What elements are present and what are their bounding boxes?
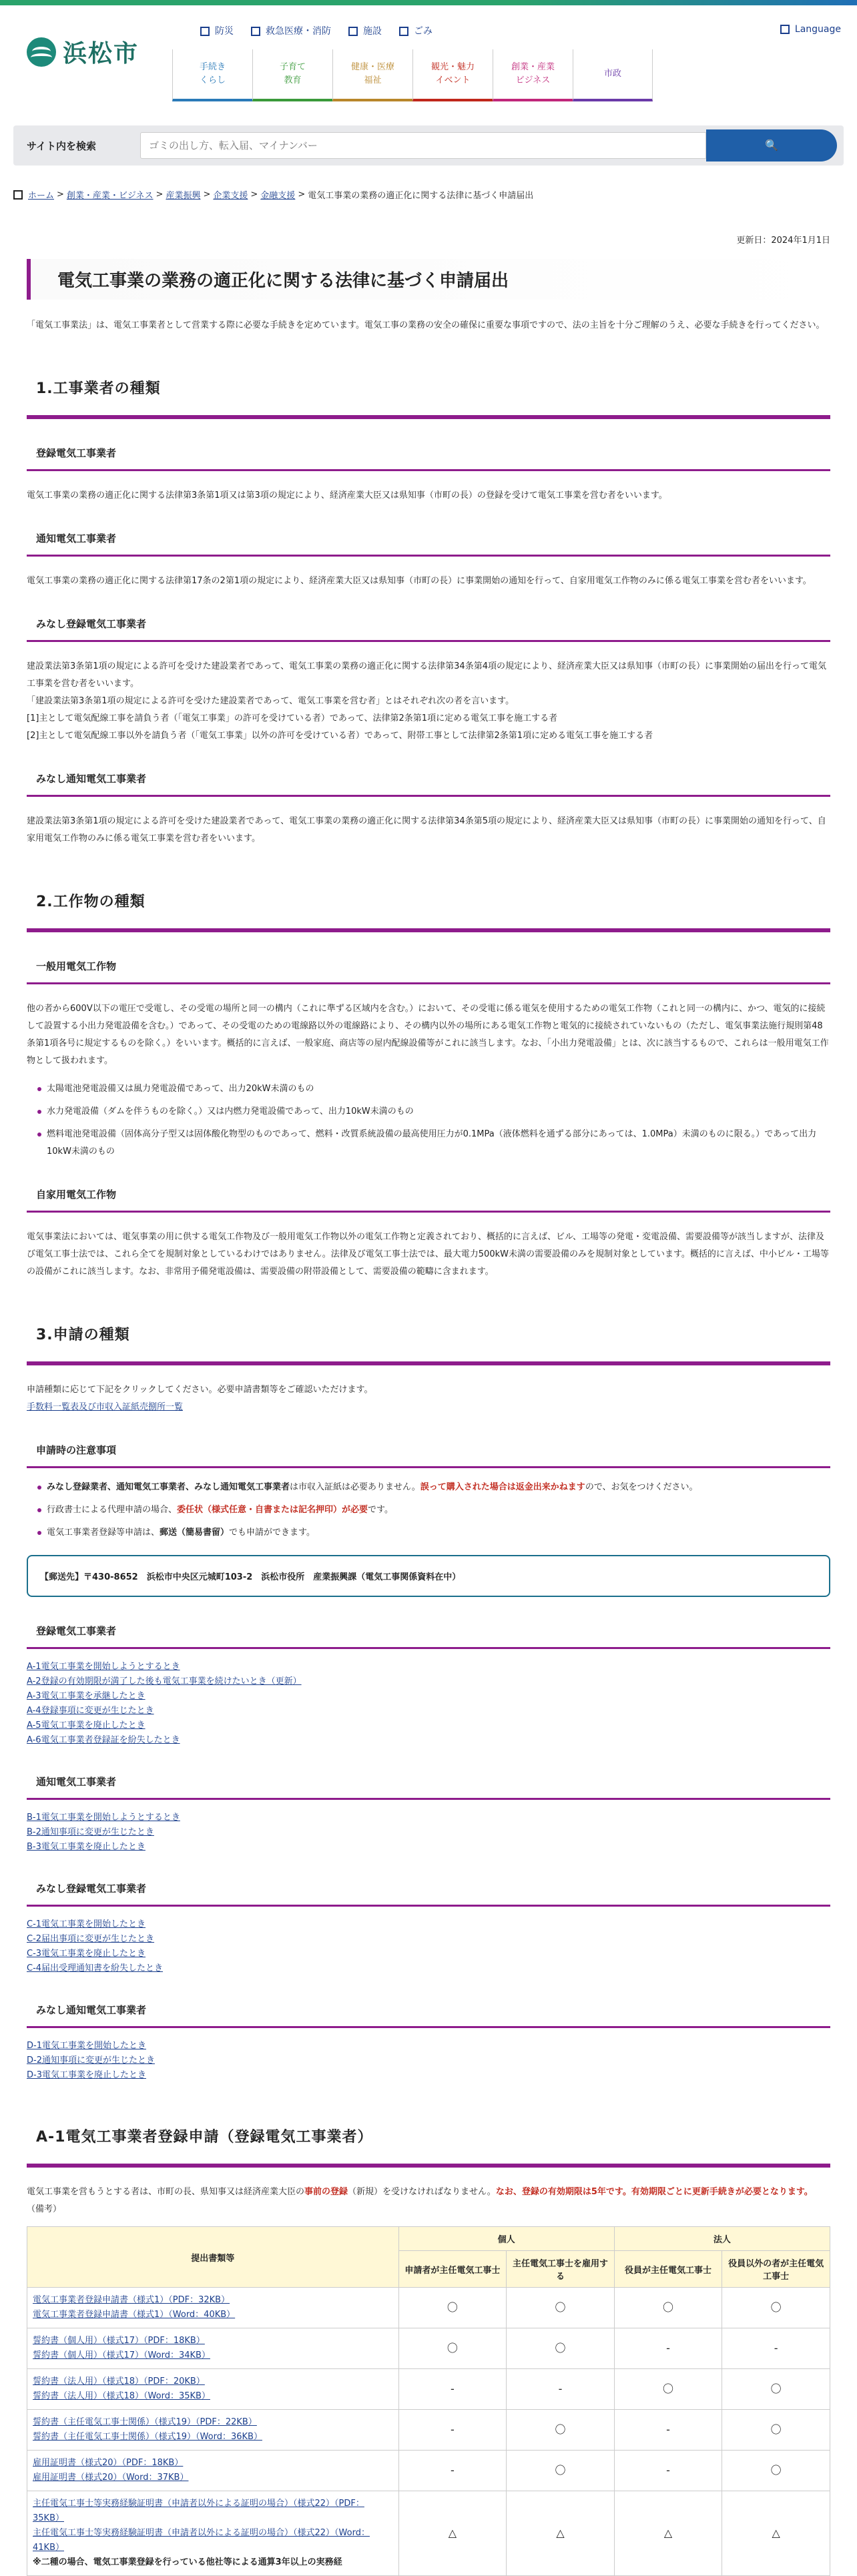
- deemed-registered-links: [27, 1917, 830, 1976]
- table-cell: -: [398, 2451, 507, 2491]
- link-c4[interactable]: C-4届出受理通知書を紛失したとき: [27, 1963, 164, 1973]
- updated-date: 更新日：2024年1月1日: [736, 236, 830, 246]
- subsection-heading: みなし登録電気工事業者: [27, 617, 830, 642]
- language-link[interactable]: Language: [780, 24, 841, 35]
- home-icon: [13, 190, 23, 200]
- table-cell: △: [614, 2491, 722, 2576]
- table-cell: 〇: [507, 2451, 615, 2491]
- section-heading: 3.申請の種類: [27, 1323, 830, 1365]
- subsection-heading: 登録電気工事業者: [27, 1624, 830, 1649]
- breadcrumb-industry[interactable]: 産業振興: [166, 191, 201, 201]
- subsection-heading: 通知電気工事業者: [27, 1775, 830, 1800]
- breadcrumb-support[interactable]: 企業支援: [213, 191, 248, 201]
- subsection-heading: みなし通知電気工事業者: [27, 771, 830, 797]
- list-item: 燃料電池発電設備（固体高分子型又は固体酸化物型のものであって、燃料・改質系統設備の最高使用圧力が0.1MPa（液体燃料を通ずる部分にあっては、1.0MPa）未満のものに限る。）であって出力10kW未満のもの: [37, 1126, 830, 1161]
- fee-list-link[interactable]: 手数料一覧表及び市収入証紙売捌所一覧: [27, 1402, 184, 1412]
- site-search: [13, 125, 844, 166]
- section-heading: 1.工事業者の種類: [27, 377, 830, 419]
- site-logo[interactable]: [27, 35, 139, 69]
- paragraph: 電気事業法においては、電気事業の用に供する電気工作物及び一般用電気工作物以外の電気工作物と定義されており、概括的に言えば、ビル、工場等の発電・変電設備、需要設備等が該当しますが、法律及び電気工事士法では、これら全てを規制対象としているわけではありません。法律及び電気工事士法では、最大電力500kW未満の需要設備のみを規制対象としています。概括的に言えば、中小ビル・工場等の設備がこれに該当します。なお、非常用予備発電設備は、需要設備の附帯設備として、需要設備の範疇に含まれます。: [27, 1232, 829, 1277]
- doc-link[interactable]: 主任電気工事士等実務経験証明書（申請者以外による証明の場合）（様式22）（PDF：35KB）: [33, 2499, 364, 2523]
- table-cell: 〇: [614, 2369, 722, 2410]
- breadcrumb-business[interactable]: 創業・産業・ビジネス: [66, 191, 154, 201]
- link-b1[interactable]: B-1電気工事業を開始しようとするとき: [27, 1813, 180, 1823]
- gnav-item-business[interactable]: 創業・産業 ビジネス: [493, 49, 573, 101]
- table-header: 申請者が主任電気工事士: [398, 2251, 507, 2288]
- doc-link[interactable]: 雇用証明書（様式20）（Word：37KB）: [33, 2473, 189, 2483]
- link-a4[interactable]: A-4登録事項に変更が生じたとき: [27, 1706, 154, 1716]
- subsection-heading: 登録電気工事業者: [27, 446, 830, 471]
- breadcrumb: ホーム > 創業・産業・ビジネス > 産業振興 > 企業支援 > 金融支援 > 電気工事業の業務の適正化に関する法律に基づく申請届出: [13, 188, 830, 201]
- mailing-address-box: 【郵送先】〒430-8652 浜松市中央区元城町103-2 浜松市役所 産業振興課（電気工事関係資料在中）: [27, 1555, 830, 1597]
- quick-link-bousai[interactable]: 防災: [200, 24, 234, 37]
- doc-link[interactable]: 誓約書（個人用）（様式17）（Word：34KB）: [33, 2350, 210, 2360]
- paragraph: 電気工事業の業務の適正化に関する法律第17条の2第1項の規定により、経済産業大臣又は県知事（市町の長）に事業開始の通知を行って、自家用電気工作物のみに係る電気工事業を営む者をいいます。: [27, 576, 812, 586]
- quick-links: [200, 24, 433, 37]
- city-emblem-icon: [27, 37, 56, 67]
- globe-icon: [780, 25, 790, 34]
- table-cell: 〇: [507, 2328, 615, 2369]
- section-heading: 2.工作物の種類: [27, 890, 830, 932]
- table-cell: -: [614, 2328, 722, 2369]
- subsection-heading: 通知電気工事業者: [27, 531, 830, 557]
- table-cell: 〇: [722, 2369, 830, 2410]
- link-a5[interactable]: A-5電気工事業を廃止したとき: [27, 1720, 146, 1730]
- gnav-item-procedures[interactable]: 手続き くらし: [172, 49, 252, 101]
- paragraph: 電気工事業を営もうとする者は、市町の長、県知事又は経済産業大臣の事前の登録（新規）を受けなければなりません。なお、登録の有効期限は5年です。有効期限ごとに更新手続きが必要となります。 （備考）: [27, 2187, 813, 2214]
- table-cell: -: [398, 2410, 507, 2451]
- top-accent-bar: [0, 0, 857, 5]
- link-a2[interactable]: A-2登録の有効期限が満了した後も電気工事業を続けたいとき（更新）: [27, 1676, 302, 1686]
- breadcrumb-finance[interactable]: 金融支援: [260, 191, 296, 201]
- paragraph: 建設業法第3条第1項の規定による許可を受けた建設業者であって、電気工事業の業務の適正化に関する法律第34条第4項の規定により、経済産業大臣又は県知事（市町の長）に事業開始の届出を行って電気工事業を営む者をいいます。 「建設業法第3条第1項の規定による許可を受けた建設業者であって、電気工事業を営む者」とはそれぞれ次の者を言います。 [1]主として電気配線工事を請負う者（「電気工事業」の許可を受けている者）であって、法律第2条第1項に定める電気工事を施工する者 [2]主として電気配線工事以外を請負う者（「電気工事業」以外の許可を受けている者）であって、附帯工事として法律第2条第1項に定める電気工事を施工する者: [27, 661, 826, 741]
- table-cell: 〇: [507, 2410, 615, 2451]
- link-a3[interactable]: A-3電気工事業を承継したとき: [27, 1691, 146, 1701]
- link-b3[interactable]: B-3電気工事業を廃止したとき: [27, 1842, 146, 1852]
- notify-links: [27, 1811, 830, 1855]
- table-cell: [27, 2328, 399, 2369]
- subsection-heading: 申請時の注意事項: [27, 1443, 830, 1468]
- search-input[interactable]: [140, 132, 706, 159]
- site-header: [0, 5, 857, 100]
- registered-links: [27, 1660, 830, 1748]
- table-row: [27, 2491, 830, 2576]
- link-c1[interactable]: C-1電気工事業を開始したとき: [27, 1919, 146, 1929]
- paragraph: 電気工事業の業務の適正化に関する法律第3条第1項又は第3項の規定により、経済産業大臣又は県知事（市町の長）の登録を受けて電気工事業を営む者をいいます。: [27, 491, 667, 501]
- table-cell: [27, 2369, 399, 2410]
- table-row: [27, 2410, 830, 2451]
- table-row: [27, 2369, 830, 2410]
- subsection-heading: 一般用電気工作物: [27, 959, 830, 984]
- table-cell: -: [614, 2451, 722, 2491]
- gnav-item-citygov[interactable]: 市政: [573, 49, 653, 101]
- link-a6[interactable]: A-6電気工事業者登録証を紛失したとき: [27, 1735, 180, 1745]
- search-label: サイト内を検索: [27, 139, 96, 152]
- table-cell: -: [722, 2328, 830, 2369]
- table-row: [27, 2288, 830, 2328]
- table-cell: -: [614, 2410, 722, 2451]
- list-item: 水力発電設備（ダムを伴うものを除く。）又は内燃力発電設備であって、出力10kW未満のもの: [37, 1103, 830, 1120]
- table-cell: △: [507, 2491, 615, 2576]
- table-header: 法人: [614, 2227, 830, 2251]
- paragraph: 申請種類に応じて下記をクリックしてください。必要申請書類等をご確認いただけます。 手数料一覧表及び市収入証紙売捌所一覧: [27, 1385, 373, 1412]
- table-row: [27, 2451, 830, 2491]
- table-note: ※二種の場合、電気工事業登録を行っている他社等による通算3年以上の実務経: [33, 2557, 342, 2567]
- search-button[interactable]: [706, 129, 837, 162]
- table-header: 個人: [398, 2227, 614, 2251]
- table-cell: 〇: [614, 2288, 722, 2328]
- paragraph: 建設業法第3条第1項の規定による許可を受けた建設業者であって、電気工事業の業務の適正化に関する法律第34条第5項の規定により、経済産業大臣又は県知事（市町の長）に事業開始の通知を行って、自家用電気工作物のみに係る電気工事業を営む者をいいます。: [27, 816, 826, 844]
- doc-link[interactable]: 主任電気工事士等実務経験証明書（申請者以外による証明の場合）（様式22）（Word：41KB）: [33, 2528, 370, 2553]
- page-title: 電気工事業の業務の適正化に関する法律に基づく申請届出: [27, 259, 830, 300]
- table-cell: △: [722, 2491, 830, 2576]
- table-cell: [27, 2491, 399, 2576]
- table-cell: [27, 2410, 399, 2451]
- gnav-item-health[interactable]: 健康・医療 福祉: [332, 49, 412, 101]
- table-cell: 〇: [722, 2288, 830, 2328]
- section-heading: A-1電気工事業者登録申請（登録電気工事業者）: [27, 2126, 830, 2168]
- link-d1[interactable]: D-1電気工事業を開始したとき: [27, 2041, 146, 2051]
- table-cell: -: [398, 2369, 507, 2410]
- link-c3[interactable]: C-3電気工事業を廃止したとき: [27, 1949, 146, 1959]
- doc-link[interactable]: 誓約書（法人用）（様式18）（PDF：20KB）: [33, 2376, 205, 2386]
- link-icon: [348, 27, 358, 36]
- quick-link-facilities[interactable]: 施設: [348, 24, 382, 37]
- table-cell: 〇: [398, 2328, 507, 2369]
- subsection-heading: みなし登録電気工事業者: [27, 1881, 830, 1907]
- list-item: 行政書士による代理申請の場合、委任状（様式任意・自書または記名押印）が必要です。: [37, 1502, 830, 1519]
- doc-link[interactable]: 誓約書（主任電気工事士関係）（様式19）（PDF：22KB）: [33, 2417, 257, 2427]
- logo-text: 浜松市: [63, 40, 139, 67]
- intro-text: 「電気工事業法」は、電気工事業者として営業する際に必要な手続きを定めています。電気工事の業務の安全の確保に重要な事項ですので、法の主旨を十分ご理解のうえ、必要な手続きを行ってください。: [27, 320, 825, 330]
- link-icon: [200, 27, 210, 36]
- link-a1[interactable]: A-1電気工事業を開始しようとするとき: [27, 1662, 180, 1672]
- doc-link[interactable]: 誓約書（主任電気工事士関係）（様式19）（Word：36KB）: [33, 2432, 262, 2442]
- doc-link[interactable]: 雇用証明書（様式20）（PDF：18KB）: [33, 2458, 184, 2468]
- deemed-notify-links: [27, 2039, 830, 2083]
- table-cell: -: [507, 2369, 615, 2410]
- list-item: 電気工事業者登録等申請は、郵送（簡易書留）でも申請ができます。: [37, 1524, 830, 1542]
- table-row: [27, 2328, 830, 2369]
- table-cell: 〇: [722, 2451, 830, 2491]
- list-item: 太陽電池発電設備又は風力発電設備であって、出力20kW未満のもの: [37, 1080, 830, 1098]
- notes-list: [27, 1479, 830, 1542]
- subsection-heading: 自家用電気工作物: [27, 1187, 830, 1213]
- list-item: みなし登録業者、通知電気工事業者、みなし通知電気工事業者は市収入証紙は必要ありません。誤って購入された場合は返金出来かねますので、お気をつけください。: [37, 1479, 830, 1496]
- table-cell: 〇: [398, 2288, 507, 2328]
- table-header: 役員以外の者が主任電気工事士: [722, 2251, 830, 2288]
- bullet-list: [27, 1080, 830, 1161]
- link-b2[interactable]: B-2通知事項に変更が生じたとき: [27, 1827, 154, 1837]
- global-nav: [172, 49, 653, 101]
- paragraph: 他の者から600V以下の電圧で受電し、その受電の場所と同一の構内（これに準ずる区域内を含む。）において、その受電に係る電気を使用するための電気工作物（これと同一の構内に、かつ、電気的に接続して設置する小出力発電設備を含む。）であって、その受電のための電線路以外の電線路により、その構内以外の場所にある電気工作物と電気的に接続されていないもの（ただし、電気事業法施行規則第48条第1項各号に規定するものを除く。）をいいます。概括的に言えば、一般家庭、商店等の屋内配線設備等がこれに該当します。なお、「小出力発電設備」とは、次に該当するもので、これらは一般用電気工作物として扱われます。: [27, 1004, 829, 1066]
- link-icon: [399, 27, 408, 36]
- link-d2[interactable]: D-2通知事項に変更が生じたとき: [27, 2055, 155, 2065]
- table-header: 役員が主任電気工事士: [614, 2251, 722, 2288]
- doc-link[interactable]: 誓約書（法人用）（様式18）（Word：35KB）: [33, 2391, 210, 2401]
- gnav-item-childcare[interactable]: 子育て 教育: [252, 49, 332, 101]
- table-cell: 〇: [507, 2288, 615, 2328]
- breadcrumb-current: 電気工事業の業務の適正化に関する法律に基づく申請届出: [308, 191, 534, 201]
- gnav-item-tourism[interactable]: 観光・魅力 イベント: [412, 49, 493, 101]
- quick-link-emergency[interactable]: 救急医療・消防: [251, 24, 331, 37]
- table-cell: [27, 2451, 399, 2491]
- doc-link[interactable]: 電気工事業者登録申請書（様式1）（Word：40KB）: [33, 2310, 236, 2320]
- table-cell: 〇: [722, 2410, 830, 2451]
- table-header: 提出書類等: [27, 2227, 399, 2288]
- doc-link[interactable]: 電気工事業者登録申請書（様式1）（PDF：32KB）: [33, 2295, 230, 2305]
- search-icon: 🔍: [765, 140, 778, 151]
- subsection-heading: みなし通知電気工事業者: [27, 2003, 830, 2028]
- table-cell: △: [398, 2491, 507, 2576]
- link-c2[interactable]: C-2届出事項に変更が生じたとき: [27, 1934, 155, 1944]
- link-icon: [251, 27, 260, 36]
- main-content: [27, 259, 830, 2576]
- breadcrumb-home[interactable]: ホーム: [28, 191, 55, 201]
- link-d3[interactable]: D-3電気工事業を廃止したとき: [27, 2070, 146, 2080]
- doc-link[interactable]: 誓約書（個人用）（様式17）（PDF：18KB）: [33, 2336, 205, 2346]
- documents-table: [27, 2226, 830, 2576]
- quick-link-garbage[interactable]: ごみ: [399, 24, 433, 37]
- table-header: 主任電気工事士を雇用する: [507, 2251, 615, 2288]
- table-cell: [27, 2288, 399, 2328]
